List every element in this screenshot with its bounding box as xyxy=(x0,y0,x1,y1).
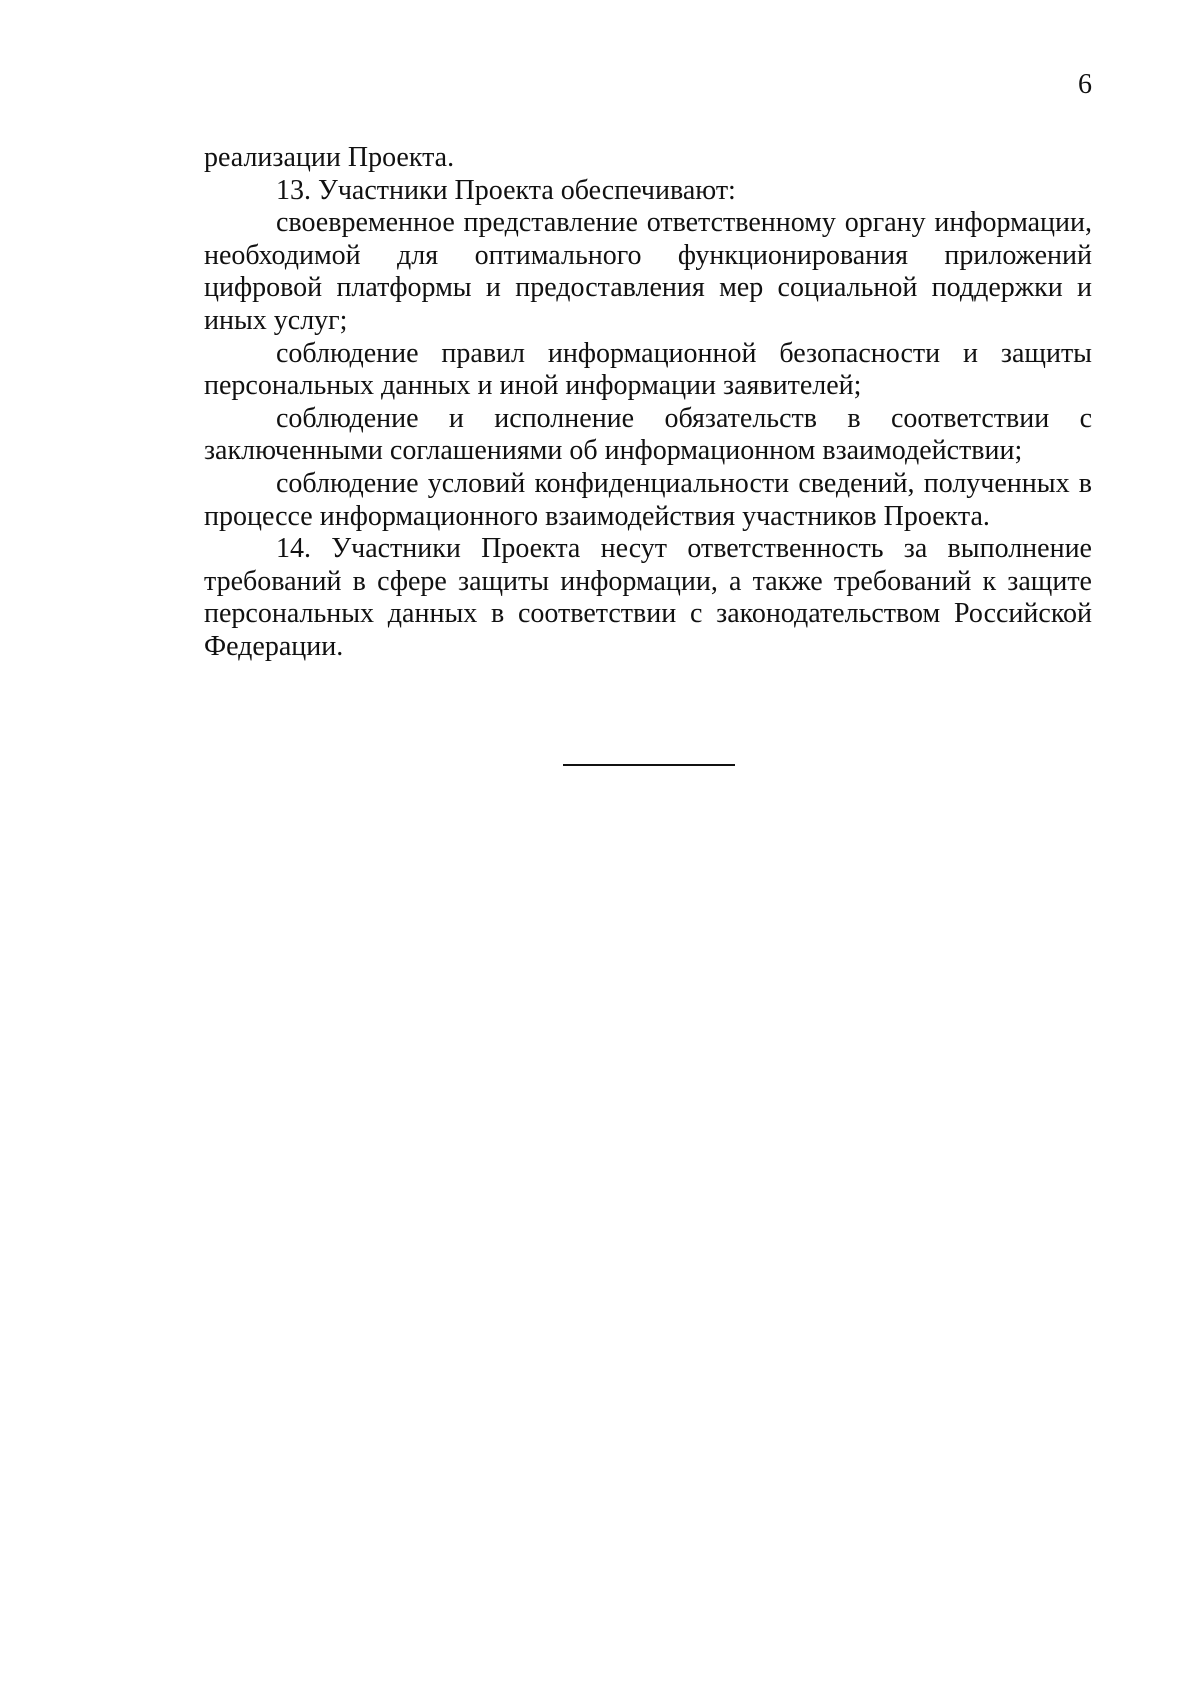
paragraph-confidentiality: соблюдение условий конфиденциальности сведений, полученных в процессе информационного взаимодействия участников Проекта. xyxy=(204,467,1092,532)
document-body xyxy=(204,142,1092,664)
paragraph-information-security: соблюдение правил информационной безопасности и защиты персональных данных и иной информации заявителей; xyxy=(204,337,1092,402)
paragraph-continuation: реализации Проекта. xyxy=(204,142,455,173)
paragraph-item-14-responsibility: 14. Участники Проекта несут ответственность за выполнение требований в сфере защиты информации, а также требований к защите персональных данных в соответствии с законодательством Российской Федерации. xyxy=(204,533,1092,662)
paragraph-timely-information: своевременное представление ответственному органу информации, необходимой для оптимального функционирования приложений цифровой платформы и предоставления мер социальной поддержки и иных услуг; xyxy=(204,207,1092,336)
page-number: 6 xyxy=(1078,69,1092,100)
paragraph-obligations: соблюдение и исполнение обязательств в соответствии с заключенными соглашениями об информационном взаимодействии; xyxy=(204,402,1092,467)
paragraph-item-13-heading: 13. Участники Проекта обеспечивают: xyxy=(276,174,736,206)
document-end-divider xyxy=(563,764,735,766)
